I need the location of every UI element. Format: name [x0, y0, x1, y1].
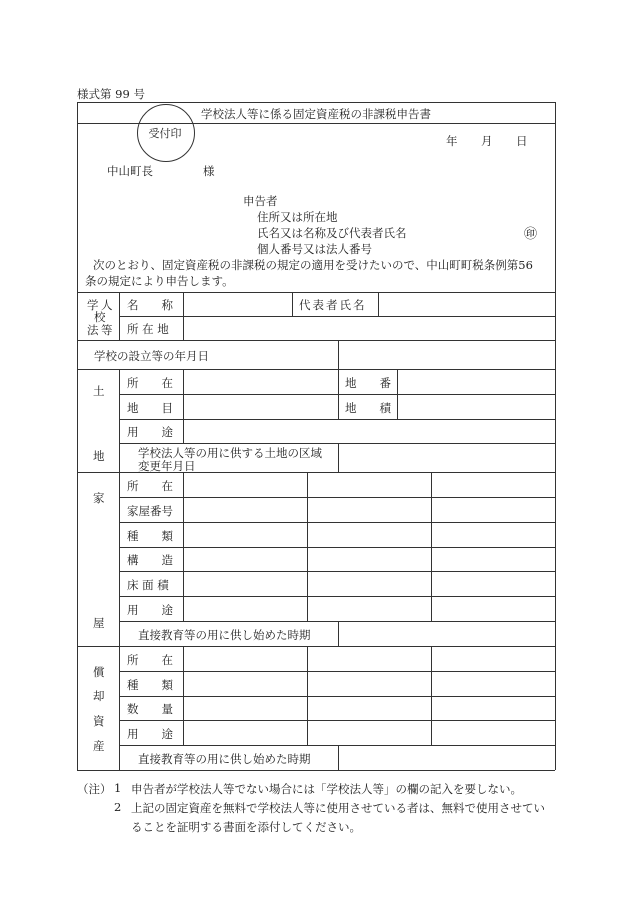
note-1-number: 1 — [114, 781, 122, 795]
land-area-label: 地 積 — [345, 401, 391, 415]
house-start-label: 直接教育等の用に供し始めた時期 — [138, 628, 311, 642]
school-rep-label: 代表者氏名 — [299, 298, 367, 312]
declarant-address-label: 住所又は所在地 — [257, 210, 338, 224]
established-label: 学校の設立等の年月日 — [94, 349, 209, 363]
house-side-top: 家 — [93, 491, 105, 505]
dep-row-location: 所 在 — [127, 653, 173, 667]
school-location-label: 所 在 地 — [127, 322, 169, 336]
land-change-line-2: 変更年月日 — [138, 459, 196, 473]
dep-side-3: 資 — [93, 714, 105, 728]
dep-row-quantity: 数 量 — [127, 702, 173, 716]
form-number: 様式第 99 号 — [77, 87, 145, 101]
date-month: 月 — [481, 134, 493, 148]
declarant-heading: 申告者 — [243, 194, 278, 208]
dep-row-type: 種 類 — [127, 678, 173, 692]
form-title: 学校法人等に係る固定資産税の非課税申告書 — [201, 107, 431, 121]
land-side-bottom: 地 — [93, 449, 105, 463]
addressee-honorific: 様 — [203, 164, 215, 178]
house-row-floor-area: 床 面 積 — [127, 578, 169, 592]
dep-row-use: 用 途 — [127, 727, 173, 741]
house-row-number: 家屋番号 — [127, 504, 173, 518]
dep-start-label: 直接教育等の用に供し始めた時期 — [138, 752, 311, 766]
note-2-line-2: ることを証明する書面を添付してください。 — [131, 820, 361, 834]
school-name-label: 名 称 — [127, 298, 173, 312]
house-row-location: 所 在 — [127, 479, 173, 493]
reception-stamp-label: 受付印 — [148, 127, 182, 140]
house-side-bottom: 屋 — [93, 616, 105, 630]
note-1-text: 申告者が学校法人等でない場合には「学校法人等」の欄の記入を要しない。 — [131, 782, 522, 796]
land-side-top: 土 — [93, 384, 105, 398]
dep-side-2: 却 — [93, 689, 105, 703]
dep-side-1: 償 — [93, 665, 105, 679]
note-2-line-1: 上記の固定資産を無料で学校法人等に使用させている者は、無料で使用させてい — [131, 801, 545, 815]
addressee-name: 中山町長 — [107, 164, 153, 178]
school-side-5: 等 — [101, 323, 113, 337]
notes-prefix: （注） — [77, 782, 112, 796]
seal-mark: ㊞ — [524, 227, 538, 242]
date-day: 日 — [516, 134, 528, 148]
declarant-number-label: 個人番号又は法人番号 — [257, 242, 372, 256]
house-row-structure: 構 造 — [127, 553, 173, 567]
school-side-1: 学 — [87, 298, 99, 312]
land-category-label: 地 目 — [127, 401, 173, 415]
land-lot-label: 地 番 — [345, 376, 391, 390]
date-year: 年 — [446, 134, 458, 148]
school-side-2: 人 — [101, 298, 113, 312]
land-change-line-1: 学校法人等の用に供する土地の区域 — [138, 446, 322, 460]
house-row-use: 用 途 — [127, 603, 173, 617]
declarant-name-label: 氏名又は名称及び代表者氏名 — [257, 226, 407, 240]
land-location-label: 所 在 — [127, 376, 173, 390]
house-row-type: 種 類 — [127, 529, 173, 543]
intro-line-1: 次のとおり、固定資産税の非課税の規定の適用を受けたいので、中山町町税条例第56 — [93, 258, 533, 272]
school-side-3: 校 — [94, 310, 106, 324]
school-side-4: 法 — [87, 323, 99, 337]
note-2-number: 2 — [114, 800, 122, 814]
intro-line-2: 条の規定により申告します。 — [85, 274, 234, 288]
dep-side-4: 産 — [93, 739, 105, 753]
land-use-label: 用 途 — [127, 425, 173, 439]
